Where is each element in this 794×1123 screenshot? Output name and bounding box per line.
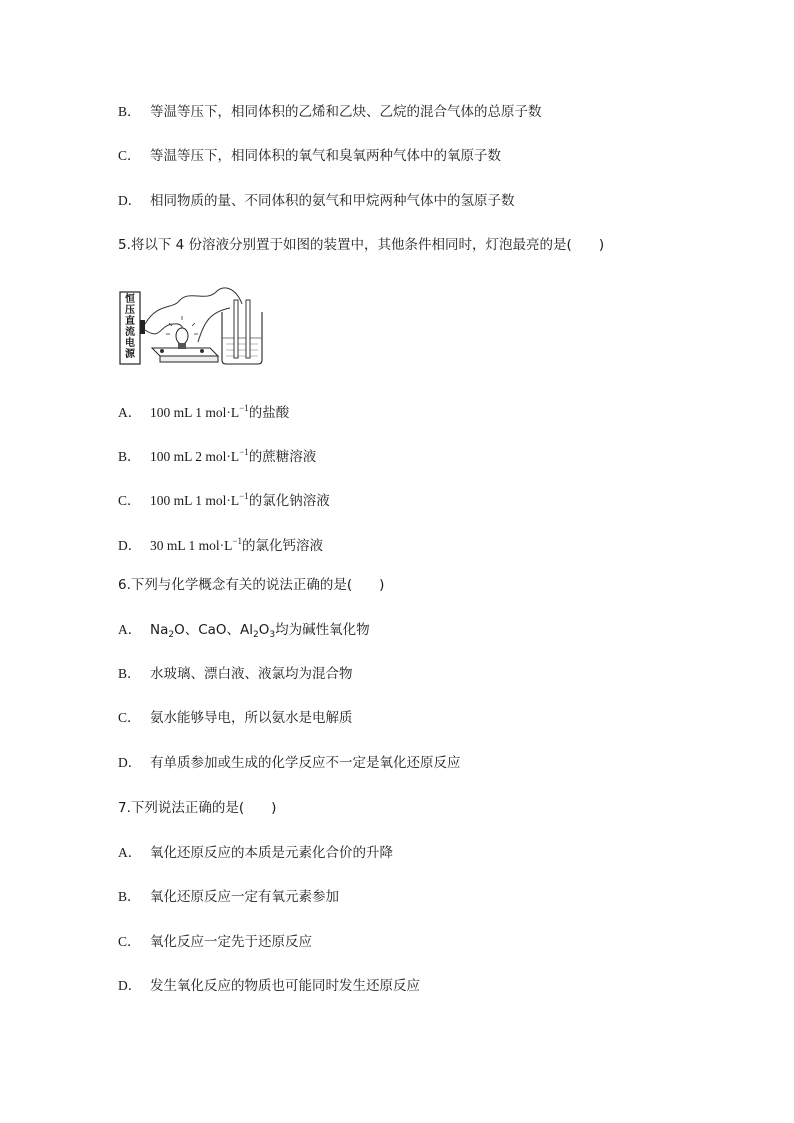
- option-text: 均为碱性氧化物: [275, 622, 370, 638]
- apparatus-illustration: [118, 282, 268, 368]
- option-letter: C．: [118, 148, 141, 163]
- q4-option-d: [118, 191, 515, 211]
- power-supply-label: 恒压直流电源: [125, 294, 135, 360]
- option-letter: D．: [118, 538, 142, 553]
- option-letter: B．: [118, 449, 141, 464]
- formula-part: Na: [150, 622, 169, 638]
- option-text: 相同物质的量、不同体积的氨气和甲烷两种气体中的氢原子数: [150, 193, 515, 209]
- option-letter: C．: [118, 934, 141, 949]
- option-text: 的氯化钙溶液: [241, 538, 323, 554]
- option-quantity: 100 mL 1 mol·L: [150, 405, 240, 420]
- option-text: 氧化反应一定先于还原反应: [150, 934, 312, 950]
- q7-option-b: [118, 887, 339, 907]
- q6-option-b: [118, 664, 353, 684]
- option-letter: B．: [118, 889, 141, 904]
- option-exponent: −1: [239, 447, 249, 457]
- option-quantity: 100 mL 1 mol·L: [150, 493, 240, 508]
- option-letter: A．: [118, 845, 142, 860]
- option-text: 发生氧化反应的物质也可能同时发生还原反应: [150, 978, 420, 994]
- q7-option-a: [118, 843, 393, 863]
- conductivity-apparatus-figure: [118, 282, 268, 368]
- option-exponent: −1: [239, 491, 249, 501]
- option-exponent: −1: [239, 403, 249, 413]
- q4-option-c: [118, 146, 501, 166]
- option-text: 有单质参加或生成的化学反应不一定是氧化还原反应: [150, 755, 461, 771]
- formula-subscript: 2: [168, 630, 175, 640]
- option-text: 等温等压下，相同体积的氧气和臭氧两种气体中的氧原子数: [150, 148, 501, 164]
- option-text: 等温等压下，相同体积的乙烯和乙炔、乙烷的混合气体的总原子数: [150, 104, 542, 120]
- option-letter: B．: [118, 104, 141, 119]
- option-letter: B．: [118, 666, 141, 681]
- q7-option-d: [118, 976, 420, 996]
- option-letter: A．: [118, 622, 142, 637]
- option-text: 氨水能够导电，所以氨水是电解质: [150, 710, 353, 726]
- q6-stem: 6.下列与化学概念有关的说法正确的是( ): [118, 577, 385, 593]
- q5-option-d: [118, 531, 323, 556]
- option-text: 的氯化钠溶液: [248, 493, 330, 509]
- q6-option-a: [118, 620, 370, 645]
- formula-subscript: 2: [253, 630, 259, 640]
- option-letter: C．: [118, 493, 141, 508]
- option-quantity: 30 mL 1 mol·L: [150, 538, 233, 553]
- option-text: 水玻璃、漂白液、液氯均为混合物: [150, 666, 353, 682]
- q7-stem: 7.下列说法正确的是( ): [118, 800, 277, 816]
- q5-option-a: [118, 398, 289, 423]
- option-letter: D．: [118, 755, 142, 770]
- formula-part: O、CaO、Al: [174, 622, 254, 638]
- option-exponent: −1: [232, 536, 242, 546]
- option-text: 的蔗糖溶液: [248, 449, 317, 465]
- option-letter: D．: [118, 978, 142, 993]
- option-letter: A．: [118, 405, 142, 420]
- option-letter: C．: [118, 710, 141, 725]
- q6-option-d: [118, 753, 461, 773]
- option-letter: D．: [118, 193, 142, 208]
- option-quantity: 100 mL 2 mol·L: [150, 449, 240, 464]
- option-text: 氧化还原反应一定有氧元素参加: [150, 889, 339, 905]
- formula-part: O: [258, 622, 270, 638]
- option-text: 的盐酸: [248, 405, 290, 421]
- q7-option-c: [118, 932, 312, 952]
- q5-option-b: [118, 442, 316, 467]
- q4-option-b: [118, 102, 542, 122]
- q5-stem: 5.将以下 4 份溶液分别置于如图的装置中，其他条件相同时，灯泡最亮的是( ): [118, 237, 605, 253]
- q6-option-c: [118, 708, 353, 728]
- option-text: 氧化还原反应的本质是元素化合价的升降: [150, 845, 393, 861]
- q5-option-c: [118, 486, 330, 511]
- formula-subscript: 3: [269, 630, 276, 640]
